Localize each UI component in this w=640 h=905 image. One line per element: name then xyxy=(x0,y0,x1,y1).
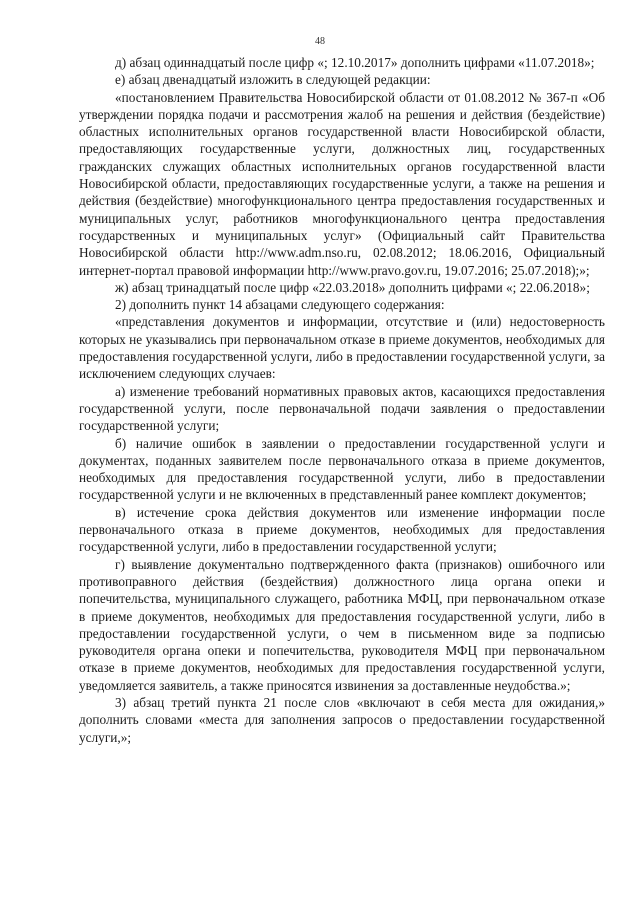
paragraph-item-3: 3) абзац третий пункта 21 после слов «включают в себя места для ожидания,» дополнить словами «места для заполнения запросов о предоставлении государственной услуги,»; xyxy=(79,694,605,745)
paragraph-case-b: б) наличие ошибок в заявлении о предоставлении государственной услуги и документах, поданных заявителем после первоначального отказа в приеме документов, необходимых для предоставления государственной услуги, либо в предоставлении государственной услуги и не включенных в представленный ранее комплект документов; xyxy=(79,435,605,503)
paragraph-item-2: 2) дополнить пункт 14 абзацами следующего содержания: xyxy=(115,297,445,313)
page-number: 48 xyxy=(315,36,325,47)
paragraph-amend-d: д) абзац одиннадцатый после цифр «; 12.10.2017» дополнить цифрами «11.07.2018»; xyxy=(115,55,595,70)
paragraph-documents-clause: «представления документов и информации, отсутствие и (или) недостоверность которых не указывались при первоначальном отказе в приеме документов, необходимых для предоставления государственной услуги, либо в предоставлении государственной услуги, за исключением следующих случаев: xyxy=(79,314,605,382)
paragraph-case-v: в) истечение срока действия документов или изменение информации после первоначального отказа в приеме документов, необходимых для предоставления государственной услуги, либо в предоставлении государственной услуги; xyxy=(79,504,605,555)
paragraph-amend-zh: ж) абзац тринадцатый после цифр «22.03.2018» дополнить цифрами «; 22.06.2018»; xyxy=(115,279,590,295)
paragraph-case-a: а) изменение требований нормативных правовых актов, касающихся предоставления государственной услуги, после первоначальной подачи заявления о предоставлении государственной услуги; xyxy=(79,383,605,434)
paragraph-case-g: г) выявление документально подтвержденного факта (признаков) ошибочного или противоправного действия (бездействия) должностного лица органа опеки и попечительства, муниципального служащего, работника МФЦ, при первоначальном отказе в приеме документов, необходимых для предоставления государственной услуги, либо в предоставлении государственной услуги, о чем в письменном виде за подписью руководителя органа опеки и попечительства, руководителя МФЦ при первоначальном отказе в приеме документов, необходимых для предоставления государственной услуги, уведомляется заявитель, а также приносятся извинения за доставленные неудобства.»; xyxy=(79,556,605,693)
paragraph-resolution-quote: «постановлением Правительства Новосибирской области от 01.08.2012 № 367-п «Об утверждении порядка подачи и рассмотрения жалоб на решения и действия (бездействие) областных исполнительных органов государственной власти Новосибирской области, предоставляющих государственные услуги, должностных лиц, государственных гражданских служащих областных исполнительных органов государственной власти Новосибирской области, предоставляющих государственные услуги, а также на решения и действия (бездействие) многофункционального центра предоставления государственных и муниципальных услуг, работников многофункционального центра предоставления государственных и муниципальных услуг» (Официальный сайт Правительства Новосибирской области http://www.adm.nso.ru, 02.08.2012; 18.06.2016, Официальный интернет-портал правовой информации http://www.pravo.gov.ru, 19.07.2016; 25.07.2018);»; xyxy=(79,89,605,278)
paragraph-amend-e: е) абзац двенадцатый изложить в следующей редакции: xyxy=(115,72,431,88)
document-body xyxy=(79,54,605,746)
